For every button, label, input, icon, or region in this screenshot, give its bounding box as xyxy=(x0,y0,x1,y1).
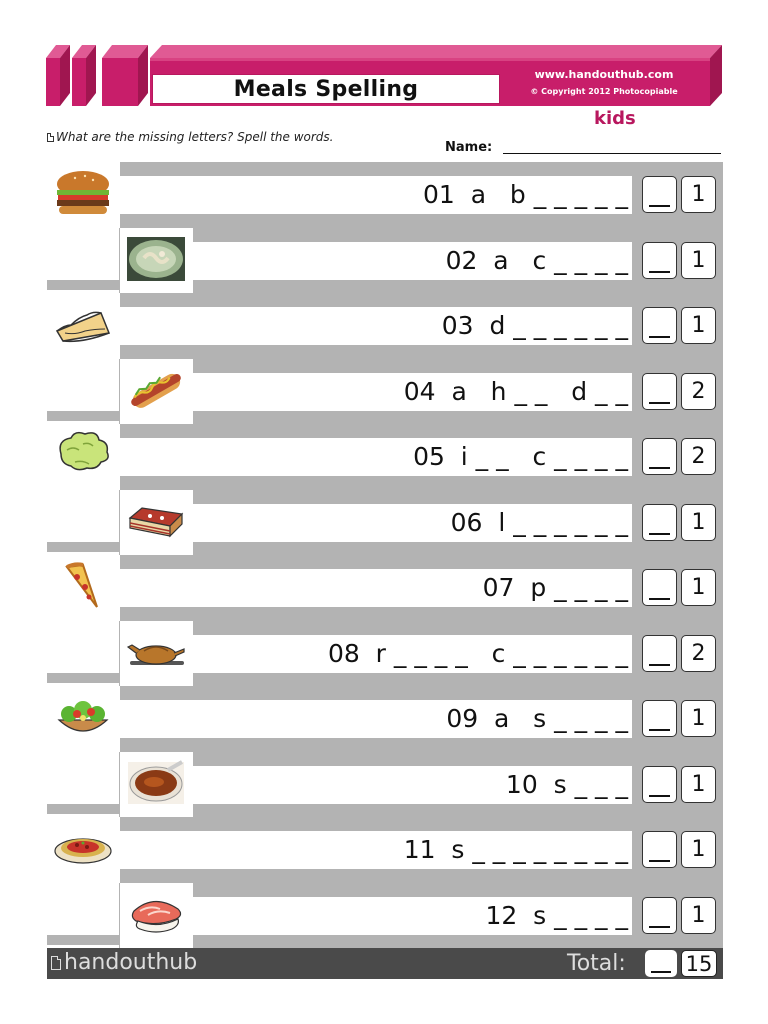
chicken-soup-bowl-icon xyxy=(126,234,186,284)
word-prompt: 07 p _ _ _ _ xyxy=(482,573,628,602)
score-answer-box[interactable] xyxy=(642,504,677,541)
points-box: 1 xyxy=(681,242,716,279)
roast-chicken-icon xyxy=(126,627,186,677)
points-box: 1 xyxy=(681,897,716,934)
exercise-row xyxy=(47,555,723,621)
total-label: Total: xyxy=(567,951,626,976)
exercise-row xyxy=(47,424,723,490)
brand-text: handouthub xyxy=(64,950,198,975)
brand-logo xyxy=(51,950,197,975)
word-prompt: 05 i _ _ c _ _ _ _ xyxy=(413,442,628,471)
kids-badge: kids xyxy=(594,108,636,129)
title-box xyxy=(152,74,500,104)
points-box: 1 xyxy=(681,569,716,606)
score-answer-box[interactable] xyxy=(642,569,677,606)
score-answer-box[interactable] xyxy=(642,176,677,213)
exercise-row xyxy=(47,883,723,949)
exercise-row xyxy=(47,817,723,883)
word-prompt: 09 a s _ _ _ _ xyxy=(446,704,628,733)
tab-divider xyxy=(47,673,120,683)
tab-divider xyxy=(47,411,120,421)
sushi-icon xyxy=(126,889,186,939)
tab-divider xyxy=(47,542,120,552)
word-prompt: 02 a c _ _ _ _ xyxy=(445,245,628,275)
hot-dog-icon xyxy=(126,365,186,415)
word-prompt: 11 s _ _ _ _ _ _ _ _ xyxy=(403,835,628,864)
word-prompt: 10 s _ _ _ xyxy=(505,769,628,799)
soup-icon xyxy=(126,758,186,808)
points-box: 2 xyxy=(681,438,716,475)
exercise-row xyxy=(47,621,723,687)
instructions-text: What are the missing letters? Spell the words. xyxy=(56,130,334,144)
score-answer-box[interactable] xyxy=(642,373,677,410)
exercise-row xyxy=(47,686,723,752)
exercise-row xyxy=(47,490,723,556)
exercise-row xyxy=(47,752,723,818)
exercise-row xyxy=(47,293,723,359)
score-answer-box[interactable] xyxy=(642,307,677,344)
points-box: 2 xyxy=(681,635,716,672)
name-label: Name: xyxy=(445,140,493,155)
exercise-row xyxy=(47,359,723,425)
salad-icon xyxy=(53,692,113,742)
points-box: 2 xyxy=(681,373,716,410)
points-box: 1 xyxy=(681,831,716,868)
exercise-row xyxy=(47,162,723,228)
score-answer-box[interactable] xyxy=(642,438,677,475)
word-prompt: 04 a h _ _ d _ _ xyxy=(403,376,628,406)
site-url: www.handouthub.com xyxy=(534,68,674,81)
tab-divider xyxy=(47,804,120,814)
score-answer-box[interactable] xyxy=(642,897,677,934)
points-box: 1 xyxy=(681,766,716,803)
word-prompt: 08 r _ _ _ _ c _ _ _ _ _ _ xyxy=(327,638,628,668)
document-icon xyxy=(51,956,61,970)
word-prompt: 03 d _ _ _ _ _ _ xyxy=(441,311,628,340)
total-points: 15 xyxy=(681,950,717,977)
document-icon xyxy=(47,133,54,142)
word-prompt: 06 l _ _ _ _ _ _ xyxy=(450,507,628,537)
points-box: 1 xyxy=(681,700,716,737)
ice-cream-icon xyxy=(53,430,113,480)
footer-bar xyxy=(47,948,723,979)
points-box: 1 xyxy=(681,307,716,344)
score-answer-box[interactable] xyxy=(642,242,677,279)
spaghetti-icon xyxy=(53,823,113,873)
score-answer-box[interactable] xyxy=(642,635,677,672)
word-prompt: 12 s _ _ _ _ xyxy=(485,900,628,930)
page-title: Meals Spelling xyxy=(233,76,419,102)
points-box: 1 xyxy=(681,176,716,213)
hamburger-icon xyxy=(53,168,113,218)
exercise-row xyxy=(47,228,723,294)
tab-divider xyxy=(47,935,120,945)
pizza-slice-icon xyxy=(53,561,113,611)
score-answer-box[interactable] xyxy=(642,766,677,803)
instructions xyxy=(47,130,334,144)
total-answer-box[interactable] xyxy=(645,950,677,977)
word-prompt: 01 a b _ _ _ _ _ xyxy=(423,180,628,209)
lasagna-icon xyxy=(126,496,186,546)
header-banner xyxy=(0,0,768,160)
worksheet xyxy=(47,162,723,948)
copyright-notice: © Copyright 2012 Photocopiable xyxy=(530,87,678,96)
tab-divider xyxy=(47,280,120,290)
score-answer-box[interactable] xyxy=(642,700,677,737)
name-field[interactable] xyxy=(503,153,721,154)
points-box: 1 xyxy=(681,504,716,541)
score-answer-box[interactable] xyxy=(642,831,677,868)
pie-slice-icon xyxy=(53,299,113,349)
